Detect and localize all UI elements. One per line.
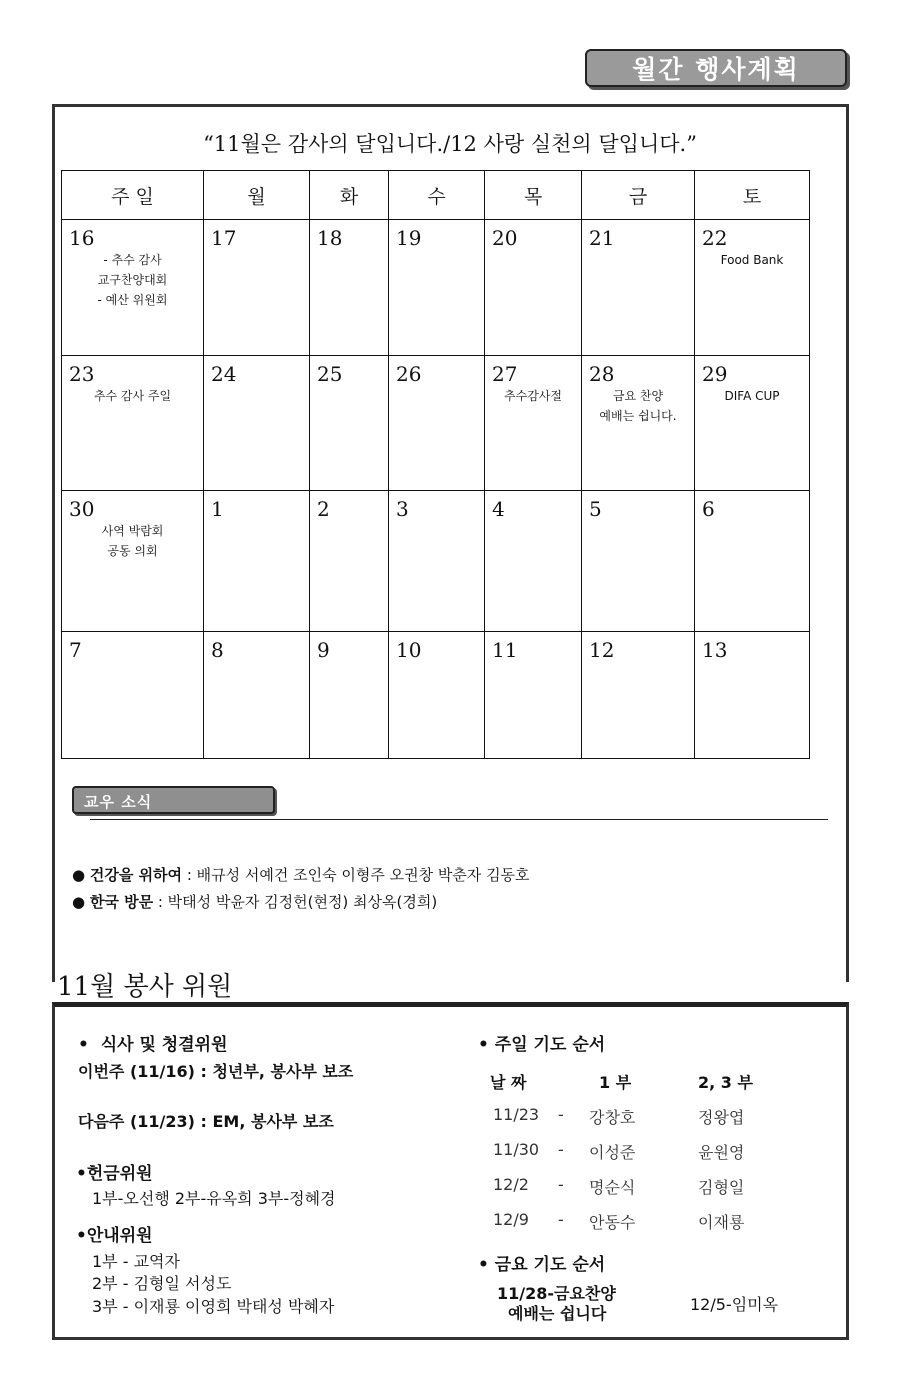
calendar-week-row (62, 491, 810, 632)
prayer-row-dash: - (558, 1175, 564, 1194)
calendar-event: 추수 감사 주일 (93, 389, 172, 403)
event-calendar (61, 170, 810, 759)
weekday-tue: 화 (310, 171, 389, 220)
health-names: : 배규성 서예건 조인숙 이형주 오권창 박춘자 김동호 (182, 866, 530, 884)
calendar-day-cell (582, 220, 695, 356)
day-number: 22 (702, 226, 728, 250)
day-number: 18 (317, 226, 343, 250)
calendar-day-cell (310, 356, 389, 491)
prayer-row-first: 안동수 (589, 1213, 636, 1232)
visit-label: 한국 방문 (89, 893, 154, 911)
calendar-day-cell (485, 632, 582, 759)
prayer-row-date: 12/2 (493, 1175, 529, 1194)
prayer-header-date: 날 짜 (490, 1073, 527, 1092)
calendar-day-cell (389, 632, 485, 759)
health-label: 건강을 위하여 (89, 866, 183, 884)
prayer-row-first: 이성준 (589, 1143, 636, 1162)
meal-next-week: 다음주 (11/23) : EM, 봉사부 보조 (78, 1112, 334, 1131)
day-number: 10 (396, 638, 422, 662)
prayer-heading: • 주일 기도 순서 (478, 1035, 606, 1055)
weekday-fri: 금 (582, 171, 695, 220)
news-visit (72, 891, 437, 912)
usher-line-1: 1부 - 교역자 (92, 1252, 180, 1271)
day-number: 9 (317, 638, 330, 662)
calendar-event: 금요 찬양 (612, 389, 664, 403)
prayer-row-first: 강창호 (589, 1108, 636, 1127)
calendar-day-cell (695, 220, 810, 356)
usher-line-3: 3부 - 이재룡 이영희 박태성 박혜자 (92, 1297, 335, 1316)
prayer-row-second: 윤원영 (698, 1143, 745, 1162)
calendar-day-cell (62, 356, 204, 491)
friday-prayer-heading: • 금요 기도 순서 (478, 1255, 606, 1275)
usher-line-2: 2부 - 김형일 서성도 (92, 1274, 232, 1293)
calendar-day-cell (389, 356, 485, 491)
news-divider (90, 819, 828, 820)
calendar-day-cell (62, 632, 204, 759)
weekday-sun: 주 일 (62, 171, 204, 220)
friday-next: 12/5-임미옥 (690, 1295, 779, 1314)
prayer-row-dash: - (558, 1105, 564, 1124)
calendar-day-cell (62, 220, 204, 356)
day-number: 3 (396, 497, 409, 521)
monthly-motto: “11월은 감사의 달입니다./12 사랑 실천의 달입니다.” (203, 132, 697, 156)
calendar-day-cell (204, 356, 310, 491)
calendar-day-cell (582, 491, 695, 632)
calendar-day-cell (310, 491, 389, 632)
bullet-icon: ● (72, 893, 86, 911)
offering-heading: •헌금위원 (76, 1164, 153, 1184)
calendar-day-cell (485, 220, 582, 356)
day-number: 12 (589, 638, 615, 662)
offering-members: 1부-오선행 2부-유옥희 3부-정혜경 (92, 1189, 336, 1208)
visit-names: : 박태성 박윤자 김정헌(현정) 최상옥(경희) (153, 893, 438, 911)
calendar-event: 공동 의회 (107, 544, 158, 558)
calendar-day-cell (204, 632, 310, 759)
weekday-header-row (62, 171, 810, 220)
day-number: 19 (396, 226, 422, 250)
calendar-day-cell (695, 356, 810, 491)
calendar-event: - 추수 감사 (103, 253, 162, 267)
meal-heading: • 식사 및 청결위원 (78, 1035, 228, 1055)
bullet-icon: • (76, 1164, 87, 1184)
bullet-icon: • (76, 1226, 87, 1246)
day-number: 13 (702, 638, 728, 662)
day-number: 29 (702, 362, 728, 386)
calendar-week-row (62, 632, 810, 759)
calendar-event: 추수감사절 (504, 389, 562, 403)
day-number: 28 (589, 362, 615, 386)
day-number: 5 (589, 497, 602, 521)
service-title: 11월 봉사 위원 (57, 972, 233, 1002)
prayer-row-date: 11/30 (493, 1140, 540, 1159)
day-number: 2 (317, 497, 330, 521)
calendar-event: 예배는 쉽니다. (599, 409, 677, 423)
weekday-thu: 목 (485, 171, 582, 220)
prayer-row-dash: - (558, 1140, 564, 1159)
prayer-header-second: 2, 3 부 (698, 1073, 753, 1092)
day-number: 11 (492, 638, 518, 662)
day-number: 21 (589, 226, 615, 250)
day-number: 20 (492, 226, 518, 250)
bullet-icon: • (478, 1255, 495, 1275)
day-number: 16 (69, 226, 95, 250)
calendar-day-cell (62, 491, 204, 632)
calendar-day-cell (582, 632, 695, 759)
calendar-day-cell (695, 632, 810, 759)
day-number: 17 (211, 226, 237, 250)
calendar-day-cell (485, 491, 582, 632)
day-number: 1 (211, 497, 224, 521)
bullet-icon: ● (72, 866, 86, 884)
day-number: 7 (69, 638, 82, 662)
prayer-row-date: 11/23 (493, 1105, 540, 1124)
calendar-day-cell (204, 220, 310, 356)
calendar-event: DIFA CUP (724, 389, 780, 403)
prayer-row-first: 명순식 (589, 1178, 636, 1197)
news-health (72, 864, 530, 885)
bullet-icon: • (78, 1035, 101, 1055)
friday-note-1: 11/28-금요찬양 (497, 1284, 616, 1303)
calendar-day-cell (310, 632, 389, 759)
day-number: 26 (396, 362, 422, 386)
day-number: 23 (69, 362, 95, 386)
day-number: 25 (317, 362, 343, 386)
prayer-row-second: 이재룡 (698, 1213, 745, 1232)
day-number: 8 (211, 638, 224, 662)
calendar-day-cell (695, 491, 810, 632)
day-number: 24 (211, 362, 237, 386)
day-number: 27 (492, 362, 518, 386)
prayer-header-first: 1 부 (599, 1073, 632, 1092)
day-number: 30 (69, 497, 95, 521)
usher-heading: •안내위원 (76, 1226, 153, 1246)
news-section-title: 교우 소식 (72, 786, 275, 814)
weekday-sat: 토 (695, 171, 810, 220)
meal-this-week: 이번주 (11/16) : 청년부, 봉사부 보조 (78, 1062, 354, 1081)
calendar-day-cell (389, 491, 485, 632)
calendar-day-cell (204, 491, 310, 632)
calendar-week-row (62, 356, 810, 491)
day-number: 4 (492, 497, 505, 521)
calendar-day-cell (389, 220, 485, 356)
prayer-row-second: 김형일 (698, 1178, 745, 1197)
bullet-icon: • (478, 1035, 495, 1055)
calendar-event: 사역 박람회 (101, 524, 164, 538)
prayer-row-second: 정왕엽 (698, 1108, 745, 1127)
calendar-day-cell (582, 356, 695, 491)
calendar-event: Food Bank (720, 253, 784, 267)
calendar-week-row (62, 220, 810, 356)
friday-note-2: 예배는 쉽니다 (508, 1304, 607, 1323)
page-title: 월간 행사계획 (585, 49, 847, 87)
weekday-wed: 수 (389, 171, 485, 220)
calendar-event: 교구찬양대회 (97, 273, 168, 287)
prayer-row-dash: - (558, 1210, 564, 1229)
weekday-mon: 월 (204, 171, 310, 220)
calendar-day-cell (310, 220, 389, 356)
calendar-day-cell (485, 356, 582, 491)
prayer-row-date: 12/9 (493, 1210, 529, 1229)
calendar-event: - 예산 위원회 (97, 293, 168, 307)
day-number: 6 (702, 497, 715, 521)
